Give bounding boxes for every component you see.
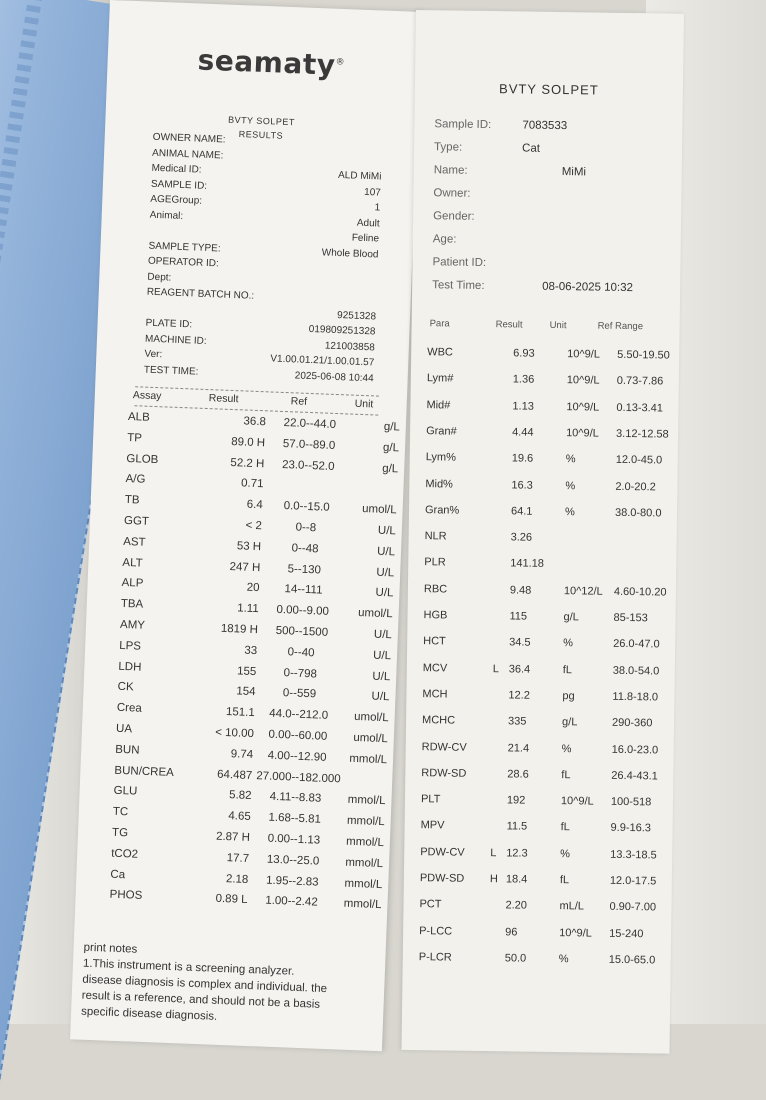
assay-result: 155 [236,664,257,678]
cbc-param: HCT [423,635,446,648]
cbc-param: Gran% [424,503,460,517]
cbc-ref: 16.0-23.0 [611,743,659,756]
info-value: Whole Blood [321,246,379,260]
assay-ref [268,479,348,482]
cbc-result: 2.20 [505,899,528,912]
cbc-param: NLR [424,530,447,543]
info-label: SAMPLE TYPE: [148,240,221,254]
info-label: ANIMAL NAME: [151,147,224,161]
info-row [434,141,674,162]
assay-result: 154 [236,685,256,699]
cbc-unit: 10^9/L [559,926,592,940]
cbc-result: 9.48 [509,584,532,597]
cbc-row [422,741,670,764]
result-col-header: Result [208,392,239,406]
assay-unit: umol/L [353,731,389,746]
assay-name: A/G [125,473,146,487]
assay-ref: 14--111 [284,583,323,597]
assay-unit: umol/L [353,711,389,725]
info-label: Animal: [149,209,184,222]
cbc-ref: 15.0-65.0 [608,953,656,967]
assay-name: UA [115,722,133,736]
assay-unit: g/L [382,441,400,455]
assay-name: BUN [114,743,140,757]
cbc-ref: 38.0-80.0 [614,506,662,520]
assay-ref: 1.95--2.83 [265,874,319,889]
cbc-param: Mid# [426,398,451,412]
cbc-unit: 10^12/L [563,584,603,598]
cbc-ref: 26.0-47.0 [613,638,660,651]
assay-name: LDH [118,660,142,674]
cbc-param: P-LCC [419,924,453,938]
info-value: V1.00.01.21/1.00.01.57 [270,353,375,369]
cbc-ref: 85-153 [613,611,648,625]
info-label: Ver: [144,348,163,361]
assay-ref: 0.00--9.00 [276,604,330,619]
assay-ref: 13.0--25.0 [266,853,320,868]
assay-unit: mmol/L [343,898,382,912]
assay-unit: U/L [372,670,391,683]
info-label: OWNER NAME: [152,131,226,146]
assay-name: ALB [127,411,150,424]
assay-ref: 0--798 [283,666,318,681]
assay-ref: 44.0--212.0 [269,707,329,723]
cbc-result: 16.3 [511,478,533,492]
cbc-row [424,583,672,606]
assay-ref: 500--1500 [275,624,329,639]
assay-result: 1.11 [236,602,259,616]
notes-line: specific disease diagnosis. [80,1005,218,1023]
cbc-param: RBC [423,582,448,596]
cbc-result: 1.13 [512,399,534,413]
notes-line: result is a reference, and should not be a basis [81,989,321,1011]
assay-unit: U/L [372,649,392,663]
assay-ref: 1.68--5.81 [268,811,322,826]
assay-unit: umol/L [357,607,393,621]
brand-mark: ® [335,57,346,68]
info-label: MACHINE ID: [144,333,207,347]
cbc-row [422,688,670,711]
assay-unit: g/L [383,420,401,434]
cbc-ref: 38.0-54.0 [612,664,660,678]
assay-result: 0.89 L [215,893,248,907]
cbc-param: RDW-SD [421,766,467,780]
cbc-param: HGB [423,609,448,622]
clinic-name: BVTY SOLPET [227,114,296,128]
info-label: Medical ID: [151,162,202,176]
cbc-result: 335 [507,715,527,728]
assay-ref: 22.0--44.0 [283,416,337,431]
cbc-row [424,557,672,580]
assay-ref: 0--40 [287,646,315,660]
assay-unit: g/L [381,462,399,475]
assay-result: 64.487 [216,768,253,782]
info-value: 019809251328 [308,323,376,338]
cbc-param: Lym% [425,451,456,464]
cbc-unit: fL [561,768,571,782]
cbc-unit: g/L [563,611,579,624]
info-value: 9251328 [336,309,377,322]
info-row [433,233,673,254]
assay-name: GLU [113,785,138,799]
cbc-result: 96 [505,925,518,939]
hematology-receipt [401,10,683,1054]
cbc-flag: H [489,873,498,886]
cbc-row [425,478,673,501]
assay-unit: U/L [375,587,394,600]
assay-result: 52.2 H [230,456,265,470]
assay-ref: 27.000--182.000 [256,769,341,786]
info-row [434,118,674,139]
info-value: 2025-06-08 10:44 [294,369,374,384]
cbc-result: 21.4 [507,741,530,755]
cbc-param: WBC [427,346,453,359]
assay-result: 6.4 [246,498,263,512]
cbc-unit: % [558,952,569,966]
cbc-unit: fL [560,821,570,834]
cbc-unit: % [565,453,576,466]
assay-unit [348,482,398,484]
assay-result: 0.71 [240,477,264,491]
info-value: 1 [374,202,381,214]
info-row [432,256,672,277]
cbc-result: 18.4 [505,873,528,886]
info-value: 7083533 [522,119,568,133]
assay-name: TG [111,826,129,840]
cbc-result: 64.1 [510,505,533,518]
cbc-row [426,399,674,422]
assay-unit: U/L [371,690,390,704]
assay-name: Ca [110,868,126,881]
info-label: REAGENT BATCH NO.: [146,286,255,302]
ref-col-header: Ref Range [597,320,644,333]
ref-col-header: Ref [290,395,308,408]
assay-result: < 2 [245,519,263,533]
cbc-result: 141.18 [510,557,545,571]
cbc-result: 1.36 [512,373,535,386]
assay-unit: mmol/L [345,856,384,870]
cbc-row [419,898,667,921]
info-label: Name: [433,164,468,177]
cbc-row [423,635,671,658]
notes-line: 1.This instrument is a screening analyzer. [82,957,295,978]
cbc-unit: % [563,637,574,650]
assay-ref: 0.00--60.00 [268,728,328,743]
cbc-param: PLR [424,556,446,569]
info-row [433,210,673,231]
cbc-table-header [430,318,670,335]
info-label: Test Time: [432,279,485,292]
assay-result: 20 [246,582,260,595]
assay-result: 2.18 [225,872,249,886]
cbc-ref: 0.13-3.41 [616,401,664,415]
info-label: AGEGroup: [150,193,203,207]
info-label: TEST TIME: [143,364,199,378]
cbc-param: MCHC [421,714,456,727]
assay-name: tCO2 [111,847,139,861]
info-value: Feline [351,232,380,245]
cbc-unit: 10^9/L [560,795,594,808]
cbc-row [423,662,671,685]
assay-name: Crea [116,701,142,715]
cbc-row [427,346,675,369]
cbc-ref: 12.0-45.0 [615,454,663,467]
info-label: Dept: [147,271,172,284]
cbc-param: Mid% [425,477,453,491]
assay-name: TP [126,431,143,445]
assay-result: 53 H [236,540,262,553]
info-label: Type: [434,141,463,154]
cbc-result: 34.5 [509,636,531,649]
cbc-ref: 9.9-16.3 [610,822,652,835]
cbc-row [421,767,669,790]
cbc-unit: 10^9/L [566,400,600,414]
chemistry-receipt [70,0,422,1051]
notes-title: print notes [83,941,138,956]
cbc-unit: fL [559,874,570,887]
assay-ref: 5--130 [287,562,322,577]
cbc-ref: 2.0-20.2 [615,480,656,493]
assay-ref: 0.0--15.0 [283,500,330,514]
result-col-header: Result [495,319,523,331]
assay-unit: mmol/L [349,752,388,766]
info-row [432,279,672,300]
cbc-ref: 0.73-7.86 [616,375,664,388]
info-label: Sample ID: [434,118,492,132]
assay-name: BUN/CREA [114,764,175,779]
assay-ref: 23.0--52.0 [281,458,335,473]
assay-name: CK [117,681,134,694]
cbc-param: PDW-SD [419,872,465,885]
assay-result: 2.87 H [215,830,251,844]
cbc-param: PCT [419,898,442,911]
cbc-ref: 290-360 [611,716,653,730]
assay-name: AST [122,535,146,549]
cbc-row [424,530,672,553]
cbc-row [427,372,675,395]
para-col-header: Para [429,318,450,330]
cbc-param: RDW-CV [421,740,467,754]
cbc-row [425,504,673,527]
brand-logo [197,43,345,82]
cbc-unit: g/L [561,716,578,729]
assay-name: LPS [118,639,142,653]
results-label: RESULTS [238,129,284,141]
cbc-param: P-LCR [418,951,452,964]
assay-ref: 1.00--2.42 [265,895,318,910]
clinic-name: BVTY SOLPET [498,81,599,98]
assay-result: < 10.00 [215,726,255,741]
cbc-unit: 10^9/L [566,427,599,440]
assay-ref: 0--8 [295,521,317,535]
assay-result: 1819 H [220,622,259,637]
cbc-result: 3.26 [510,531,533,544]
assay-ref: 4.00--12.90 [267,749,327,764]
assay-name: PHOS [109,889,143,903]
cbc-ref: 26.4-43.1 [611,769,658,783]
assay-col-header: Assay [132,389,162,403]
cbc-ref: 13.3-18.5 [610,848,657,862]
assay-ref: 0--48 [291,542,319,556]
print-notes [81,940,374,1031]
cbc-ref: 15-240 [609,927,644,940]
cbc-result: 4.44 [512,426,534,439]
cbc-ref: 11.8-18.0 [612,690,659,704]
assay-result: 9.74 [230,747,254,761]
cbc-ref: 100-518 [610,795,652,809]
assay-result: 4.65 [228,810,251,824]
unit-col-header: Unit [549,319,567,332]
cbc-flag: L [492,662,500,675]
cbc-result: 12.3 [506,847,528,860]
cbc-param: Gran# [426,425,457,438]
info-label: OPERATOR ID: [147,255,219,270]
info-value: 08-06-2025 10:32 [542,280,634,295]
assay-name: GLOB [126,452,159,466]
cbc-unit: fL [562,663,573,676]
cbc-result: 11.5 [506,820,528,834]
assay-unit: mmol/L [345,835,385,850]
assay-name: TC [112,805,129,819]
assay-name: TBA [120,598,144,611]
cbc-row [421,793,669,816]
assay-unit: umol/L [361,503,397,517]
cbc-ref: 12.0-17.5 [609,874,657,888]
assay-result: 17.7 [226,851,250,865]
notes-line: disease diagnosis is complex and individual. the [82,973,328,996]
cbc-ref: 0.90-7.00 [609,901,657,914]
cbc-result: 19.6 [511,452,534,465]
assay-unit: U/L [373,628,393,642]
assay-name: ALP [121,577,144,591]
assay-ref: 4.11--8.83 [269,791,322,806]
cbc-unit: % [561,742,572,755]
cbc-ref: 5.50-19.50 [617,348,670,362]
cbc-row [423,609,671,632]
info-row [433,187,673,208]
info-label: Owner: [433,187,471,200]
assay-unit: mmol/L [347,794,386,808]
cbc-row [420,820,668,843]
cbc-param: MCH [422,688,448,701]
assay-result: 33 [244,644,258,657]
assay-result: 5.82 [228,789,252,803]
cbc-row [419,951,667,974]
cbc-row [426,425,674,448]
cbc-flag: L [490,846,497,859]
brand-name: seamaty [197,43,337,82]
assay-unit: mmol/L [344,877,383,891]
info-value: 107 [363,186,382,199]
cbc-result: 115 [509,610,528,623]
info-value: MiMi [561,166,587,179]
cbc-row [426,451,674,474]
cbc-unit: mL/L [559,900,585,913]
assay-name: GGT [123,514,150,528]
info-value: ALD MiMi [337,169,382,183]
cbc-ref: 4.60-10.20 [613,585,667,599]
assay-unit [336,773,386,775]
cbc-result: 50.0 [504,952,527,965]
cbc-unit: pg [562,690,575,703]
assay-result: 151.1 [225,706,255,720]
cbc-row [422,714,670,737]
assay-ref: 57.0--89.0 [282,437,336,452]
cbc-result: 6.93 [513,347,535,360]
cbc-param: MPV [420,819,445,832]
info-label: Age: [432,233,457,246]
assay-name: ALT [122,556,143,570]
cbc-param: MCV [422,661,448,675]
info-row [434,164,674,185]
cbc-unit: 10^9/L [566,374,600,387]
cbc-result: 36.4 [508,662,531,676]
info-value: Adult [356,217,380,230]
cbc-unit: % [565,479,576,492]
assay-unit: U/L [377,524,397,538]
assay-ref: 0--559 [282,687,317,701]
assay-ref: 0.00--1.13 [267,832,321,847]
cbc-row [419,925,667,948]
cbc-unit: % [560,847,571,860]
cbc-row [420,846,668,869]
assay-name: TB [124,494,140,507]
cbc-ref: 3.12-12.58 [616,427,669,441]
info-value: 121003858 [324,340,376,353]
info-label: PLATE ID: [145,317,193,331]
cbc-param: PDW-CV [420,845,465,859]
assay-result: 89.0 H [231,435,266,450]
assay-unit: mmol/L [346,814,385,829]
info-label: SAMPLE ID: [150,178,208,192]
cbc-row [420,872,668,895]
cbc-result: 12.2 [508,689,530,702]
cbc-param: Lym# [426,372,454,385]
info-label: Gender: [433,210,475,223]
assay-name: AMY [119,618,146,632]
cbc-result: 192 [506,794,526,807]
info-label: Patient ID: [432,256,487,270]
info-value: Cat [521,142,541,155]
assay-unit: U/L [376,566,395,579]
cbc-unit: % [564,505,575,519]
cbc-param: PLT [420,793,441,806]
assay-result: 247 H [229,560,261,574]
unit-col-header: Unit [354,397,374,411]
cbc-unit: 10^9/L [567,348,600,361]
cbc-result: 28.6 [507,768,529,781]
assay-result: 36.8 [243,415,267,429]
assay-unit: U/L [376,545,396,559]
